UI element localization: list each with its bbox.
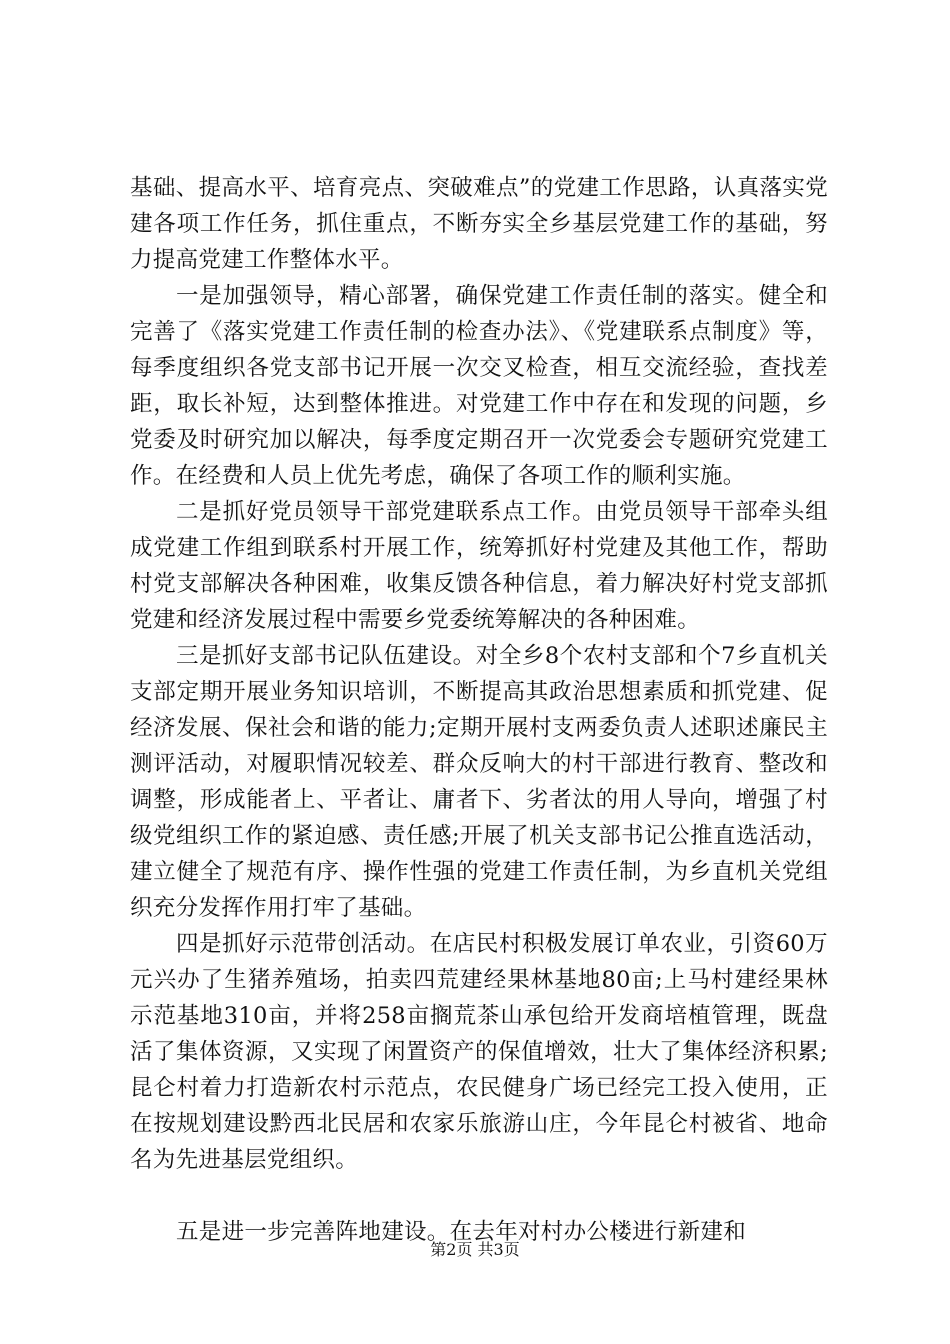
paragraph-contact-points: 二是抓好党员领导干部党建联系点工作。由党员领导干部牵头组成党建工作组到联系村开展工作，统筹抓好村党建及其他工作，帮助村党支部解决各种困难，收集反馈各种信息，着力解决好村党支部抓党建和经济发展过程中需要乡党委统筹解决的各种困难。 (130, 499, 828, 633)
paragraph-demonstration: 四是抓好示范带创活动。在店民村积极发展订单农业，引资60万元兴办了生猪养殖场，拍卖四荒建经果林基地80亩;上马村建经果林示范基地310亩，并将258亩搁荒茶山承包给开发商培植管理，既盘活了集体资源，又实现了闲置资产的保值增效，壮大了集体经济积累;昆仑村着力打造新农村示范点，农民健身广场已经完工投入使用，正在按规划建设黔西北民居和农家乐旅游山庄，今年昆仑村被省、地命名为先进基层党组织。 (130, 931, 828, 1173)
paragraph-continuation: 基础、提高水平、培育亮点、突破难点”的党建工作思路，认真落实党建各项工作任务，抓住重点，不断夯实全乡基层党建工作的基础，努力提高党建工作整体水平。 (130, 175, 828, 273)
paragraph-leadership: 一是加强领导，精心部署，确保党建工作责任制的落实。健全和完善了《落实党建工作责任制的检查办法》、《党建联系点制度》等，每季度组织各党支部书记开展一次交叉检查，相互交流经验，查找差距，取长补短，达到整体推进。对党建工作中存在和发现的问题，乡党委及时研究加以解决，每季度定期召开一次党委会专题研究党建工作。在经费和人员上优先考虑，确保了各项工作的顺利实施。 (130, 283, 828, 489)
document-body (130, 170, 828, 1250)
page-number-footer: 第2页 共3页 (430, 1240, 520, 1259)
paragraph-position-building: 五是进一步完善阵地建设。在去年对村办公楼进行新建和 (176, 1219, 747, 1245)
paragraph-secretary-team: 三是抓好支部书记队伍建设。对全乡8个农村支部和个7乡直机关支部定期开展业务知识培训，不断提高其政治思想素质和抓党建、促经济发展、保社会和谐的能力;定期开展村支两委负责人述职述廉民主测评活动，对履职情况较差、群众反响大的村干部进行教育、整改和调整，形成能者上、平者让、庸者下、劣者汰的用人导向，增强了村级党组织工作的紧迫感、责任感;开展了机关支部书记公推直选活动，建立健全了规范有序、操作性强的党建工作责任制，为乡直机关党组织充分发挥作用打牢了基础。 (130, 643, 828, 921)
